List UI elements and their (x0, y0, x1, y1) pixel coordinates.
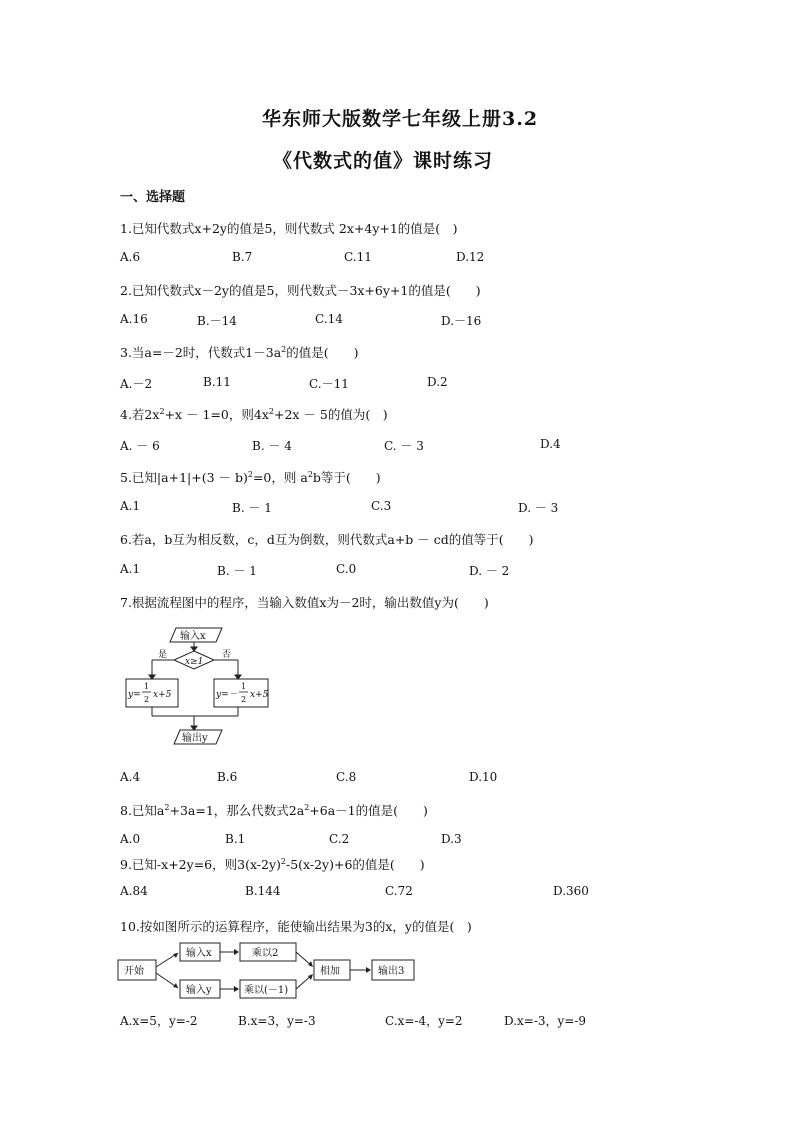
option-3a[interactable]: A.－2 (120, 377, 153, 391)
question-5: 5.已知$|a+1|+(3 - b)^2=0$，则 $a^2b$等于( ) (120, 469, 381, 485)
question-3: 3.当a=－2时，代数式$1-3a^2$的值是( ) (120, 344, 359, 360)
option-6d[interactable]: D. － 2 (469, 564, 510, 578)
flowchart7-right-frac-den: 2 (241, 695, 247, 704)
option-9a[interactable]: A.84 (120, 884, 148, 898)
flowchart10-output-text: 输出3 (378, 966, 405, 977)
flowchart7-left-frac-den: 2 (144, 695, 150, 704)
option-8d[interactable]: D.3 (441, 832, 462, 846)
flowchart7-output-text: 输出y (182, 733, 208, 744)
flowchart10-start-text: 开始 (124, 966, 144, 977)
option-5d[interactable]: D. － 3 (518, 501, 559, 515)
option-4d[interactable]: D.4 (540, 437, 561, 451)
page-title-line2: 《代数式的值》课时练习 (273, 150, 494, 172)
option-5a[interactable]: A.1 (120, 499, 141, 513)
section-heading: 一、选择题 (120, 190, 186, 205)
option-2b[interactable]: B.－14 (197, 314, 237, 328)
option-10c[interactable]: C.x=-4，y=2 (385, 1014, 463, 1028)
option-2c[interactable]: C.14 (315, 312, 343, 326)
option-7b[interactable]: B.6 (217, 770, 238, 784)
option-10d[interactable]: D.x=-3，y=-9 (504, 1014, 587, 1028)
flowchart7-condition-text: x≥1 (185, 657, 204, 667)
flowchart-10 (116, 940, 426, 1002)
option-3c[interactable]: C.－11 (309, 377, 349, 391)
option-5c[interactable]: C.3 (371, 499, 392, 513)
option-5b[interactable]: B. － 1 (232, 501, 272, 515)
option-7c[interactable]: C.8 (336, 770, 357, 784)
option-10b[interactable]: B.x=3，y=-3 (238, 1014, 316, 1028)
question-4: 4.若$2x^2+x - 1=0$，则$4x^2+2x - 5$的值为( ) (120, 406, 388, 422)
flowchart10-mul-neg1-text: 乘以(－1) (244, 985, 289, 996)
question-2: 2.已知代数式x－2y的值是5，则代数式－3x+6y+1的值是( ) (120, 283, 481, 298)
flowchart10-add-text: 相加 (320, 966, 340, 977)
flowchart7-right-y: y=－ (216, 690, 238, 700)
option-6a[interactable]: A.1 (120, 562, 141, 576)
question-7: 7.根据流程图中的程序，当输入数值x为－2时，输出数值y为( ) (120, 595, 489, 610)
flowchart7-left-frac-num: 1 (144, 682, 150, 691)
flowchart7-no-label: 否 (222, 650, 232, 660)
option-4c[interactable]: C. － 3 (384, 439, 424, 453)
option-9c[interactable]: C.72 (385, 884, 413, 898)
question-1: 1.已知代数式x+2y的值是5，则代数式 2x+4y+1的值是( ) (120, 221, 458, 236)
option-6b[interactable]: B. － 1 (217, 564, 257, 578)
option-1a[interactable]: A.6 (120, 250, 141, 264)
option-1d[interactable]: D.12 (456, 250, 485, 264)
option-7a[interactable]: A.4 (120, 770, 141, 784)
option-2d[interactable]: D.－16 (441, 314, 482, 328)
flowchart10-input-x-text: 输入x (186, 948, 212, 959)
option-3b[interactable]: B.11 (203, 375, 231, 389)
option-8a[interactable]: A.0 (120, 832, 141, 846)
option-7d[interactable]: D.10 (469, 770, 498, 784)
flowchart-7 (118, 620, 278, 750)
flowchart7-right-rest: x+5 (250, 690, 269, 700)
flowchart7-input-text: 输入x (180, 631, 206, 642)
question-6: 6.若a，b互为相反数，c，d互为倒数，则代数式a+b － cd的值等于( ) (120, 532, 534, 547)
option-9b[interactable]: B.144 (245, 884, 281, 898)
option-1b[interactable]: B.7 (232, 250, 253, 264)
question-8: 8.已知$a^2+3a=1$，那么代数式$2a^2+6a-1$的值是( ) (120, 802, 428, 818)
question-9: 9.已知-x+2y=6，则$3(x-2y)^2-5(x-2y)+6$的值是( ) (120, 856, 425, 872)
option-8c[interactable]: C.2 (329, 832, 350, 846)
option-4b[interactable]: B. － 4 (252, 439, 292, 453)
option-6c[interactable]: C.0 (336, 562, 357, 576)
flowchart7-yes-label: 是 (158, 650, 168, 660)
option-3d[interactable]: D.2 (427, 375, 448, 389)
flowchart7-right-frac-num: 1 (241, 682, 247, 691)
flowchart10-mul2-text: 乘以2 (252, 948, 279, 959)
option-2a[interactable]: A.16 (120, 312, 148, 326)
option-1c[interactable]: C.11 (344, 250, 372, 264)
flowchart10-input-y-text: 输入y (186, 985, 212, 996)
flowchart7-left-rest: x+5 (153, 690, 172, 700)
question-10: 10.按如图所示的运算程序，能使输出结果为3的x，y的值是( ) (120, 919, 472, 934)
page-title-line1: 华东师大版数学七年级上册3.2 (262, 108, 539, 130)
flowchart7-left-y: y= (128, 690, 141, 700)
option-8b[interactable]: B.1 (225, 832, 246, 846)
option-9d[interactable]: D.360 (553, 884, 589, 898)
option-4a[interactable]: A. － 6 (120, 439, 160, 453)
option-10a[interactable]: A.x=5，y=-2 (120, 1014, 198, 1028)
